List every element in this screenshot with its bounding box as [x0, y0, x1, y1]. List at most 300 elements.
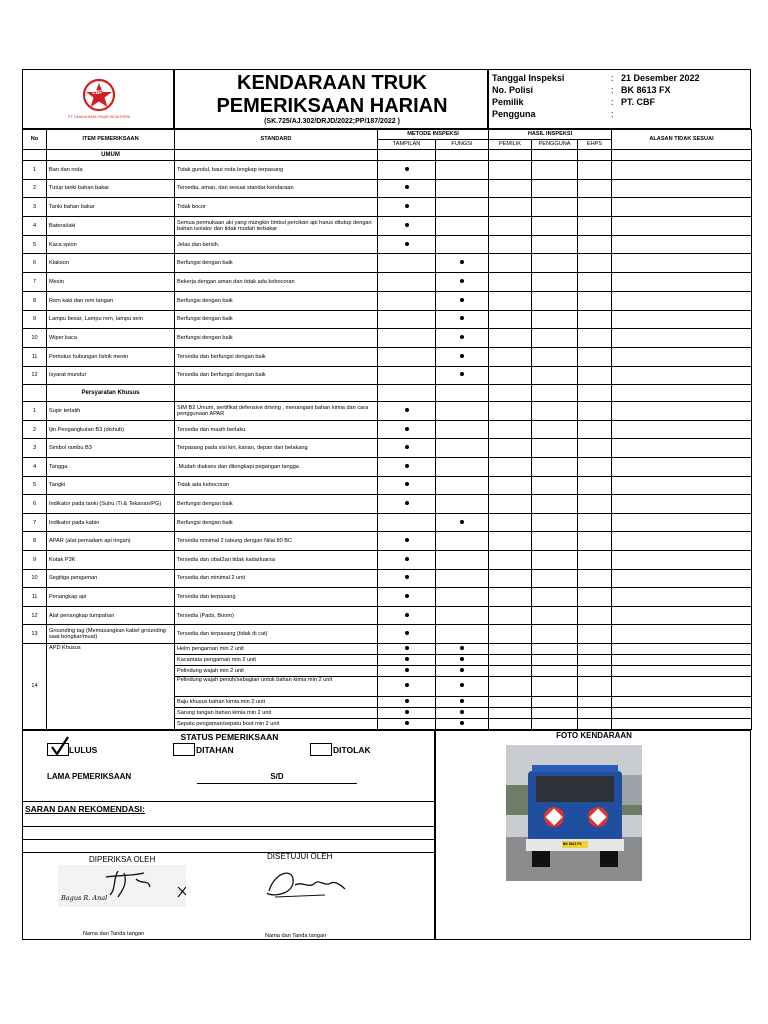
row-item: Tanki bahan bakar: [49, 204, 95, 211]
no-cell: [23, 513, 47, 532]
blank-cell: [436, 385, 489, 402]
result-cell: [532, 291, 578, 310]
fungsi-cell: [436, 310, 489, 329]
tampilan-check-dot: [405, 721, 409, 725]
checked-by-label: DIPERIKSA OLEH: [89, 855, 156, 864]
result-cell: [578, 402, 612, 421]
result-cell: [612, 676, 752, 696]
table-row: [23, 551, 752, 570]
row-number: 13: [31, 631, 38, 638]
tampilan-check-dot: [405, 538, 409, 542]
apd-standard: Pelindung wajah penuh/sebagian untuk bahan kimia min 2 unit: [177, 676, 333, 683]
result-cell: [612, 420, 752, 439]
standard-cell: [175, 696, 378, 707]
tampilan-cell: [378, 217, 436, 236]
info-box: [488, 69, 751, 129]
table-row: [23, 402, 752, 421]
result-cell: [578, 606, 612, 625]
result-cell: [612, 665, 752, 676]
row-standard: Tidak gundul, baut roda lengkap terpasang: [177, 166, 284, 173]
no-cell: [23, 551, 47, 570]
fungsi-check-dot: [460, 710, 464, 714]
no-cell: [23, 254, 47, 273]
fungsi-check-dot: [460, 721, 464, 725]
header-result-sub: [532, 140, 578, 150]
row-item: Baterai/aki: [49, 222, 76, 229]
apd-item: APD Khusus: [49, 644, 81, 651]
item-cell: [47, 551, 175, 570]
tampilan-check-dot: [405, 464, 409, 468]
apd-number: 14: [31, 683, 38, 690]
result-cell: [489, 665, 532, 676]
row-standard: Tersedia dan terpasang: [177, 593, 236, 600]
header-reason: [612, 130, 752, 150]
row-item: Kotak P3K: [49, 556, 76, 563]
row-item: Tangga: [49, 463, 68, 470]
fungsi-check-dot: [460, 699, 464, 703]
result-cell: [532, 217, 578, 236]
row-item: Indikator pada kabin: [49, 519, 100, 526]
result-cell: [489, 347, 532, 366]
result-cell: [532, 254, 578, 273]
table-row: [23, 420, 752, 439]
row-item: Mesin: [49, 278, 64, 285]
standard-cell: [175, 310, 378, 329]
fungsi-check-dot: [460, 260, 464, 264]
table-row: [23, 329, 752, 348]
regulation-reference: (SK.725/AJ.302/DRJD/2022;PP/187/2022 ): [264, 118, 400, 125]
standard-cell: [175, 347, 378, 366]
blank-cell: [23, 385, 47, 402]
tampilan-cell: [378, 235, 436, 254]
result-cell: [612, 273, 752, 292]
standard-cell: [175, 532, 378, 551]
col-method-header: METODE INSPEKSI: [407, 131, 459, 138]
approved-by-label: DISETUJUI OLEH: [267, 852, 333, 861]
standard-cell: [175, 273, 378, 292]
result-cell: [612, 347, 752, 366]
fungsi-check-dot: [460, 683, 464, 687]
tampilan-check-dot: [405, 185, 409, 189]
result-cell: [578, 439, 612, 458]
result-cell: [578, 161, 612, 180]
item-cell: [47, 254, 175, 273]
col-reason-header: ALASAN TIDAK SESUAI: [649, 136, 714, 143]
result-cell: [612, 718, 752, 729]
standard-cell: [175, 551, 378, 570]
row-standard: Tersedia dan terpasang (tidak di cat): [177, 631, 268, 638]
result-cell: [578, 513, 612, 532]
result-cell: [532, 495, 578, 514]
tampilan-check-dot: [405, 646, 409, 650]
result-cell: [578, 476, 612, 495]
result-cell: [532, 347, 578, 366]
table-row: [23, 235, 752, 254]
section-khusus-label: Persyaratan Khusus: [81, 389, 140, 396]
tampilan-check-dot: [405, 631, 409, 635]
table-row: [23, 273, 752, 292]
tampilan-check-dot: [405, 482, 409, 486]
item-cell: [47, 569, 175, 588]
no-cell: [23, 291, 47, 310]
result-cell: [532, 179, 578, 198]
result-cell: [489, 439, 532, 458]
no-cell: [23, 402, 47, 421]
result-cell: [612, 495, 752, 514]
fungsi-cell: [436, 420, 489, 439]
fungsi-cell: [436, 254, 489, 273]
info-value: 21 Desember 2022: [621, 73, 700, 83]
header-item: [47, 130, 175, 150]
standard-cell: [175, 625, 378, 644]
duration-underline: [197, 783, 357, 784]
result-cell: [489, 329, 532, 348]
row-item: Simbol rambu B3: [49, 445, 92, 452]
result-cell: [489, 532, 532, 551]
item-cell: [47, 329, 175, 348]
status-option-checkbox[interactable]: [310, 743, 332, 756]
info-value: BK 8613 FX: [621, 85, 671, 95]
table-row: [23, 198, 752, 217]
row-item: Pemutus hubungan listrik mesin: [49, 353, 129, 360]
fungsi-check-dot: [460, 657, 464, 661]
tampilan-cell: [378, 606, 436, 625]
no-cell: [23, 161, 47, 180]
result-cell: [612, 606, 752, 625]
result-cell: [578, 198, 612, 217]
fungsi-check-dot: [460, 279, 464, 283]
row-number: 4: [32, 222, 37, 229]
tampilan-check-dot: [405, 557, 409, 561]
result-cell: [532, 625, 578, 644]
result-cell: [578, 420, 612, 439]
row-standard: Berfungsi dengan baik: [177, 297, 233, 304]
fungsi-check-dot: [460, 646, 464, 650]
tampilan-check-dot: [405, 501, 409, 505]
result-cell: [532, 551, 578, 570]
result-cell: [612, 291, 752, 310]
result-cell: [612, 310, 752, 329]
result-cell: [532, 654, 578, 665]
item-cell: [47, 458, 175, 477]
result-cell: [612, 643, 752, 654]
item-cell: [47, 625, 175, 644]
row-standard: Tersedia (Pads, Boom): [177, 612, 234, 619]
tampilan-cell: [378, 458, 436, 477]
no-cell: [23, 588, 47, 607]
result-cell: [612, 217, 752, 236]
tampilan-check-dot: [405, 204, 409, 208]
row-number: 9: [32, 556, 37, 563]
item-cell: [47, 366, 175, 385]
checker-caption: Nama dan Tanda tangan: [83, 931, 145, 937]
result-cell: [532, 665, 578, 676]
result-cell: [578, 625, 612, 644]
no-cell: [23, 569, 47, 588]
item-cell: [47, 179, 175, 198]
no-cell: [23, 310, 47, 329]
no-cell: [23, 420, 47, 439]
result-cell: [532, 513, 578, 532]
fungsi-check-dot: [460, 335, 464, 339]
fungsi-cell: [436, 198, 489, 217]
tampilan-check-dot: [405, 710, 409, 714]
row-standard: Semua permukaan aki yang mungkin timbul percikan api harus ditutup dengan bahan isolator dan tidak mudah terbakar: [177, 219, 372, 232]
result-cell: [489, 235, 532, 254]
row-item: Isyarat mundur: [49, 372, 87, 379]
row-number: 9: [32, 316, 37, 323]
result-cell: [578, 676, 612, 696]
blank-cell: [489, 150, 532, 161]
table-row: [23, 439, 752, 458]
result-cell: [532, 532, 578, 551]
info-value: PT. CBF: [621, 97, 656, 107]
blank-cell: [489, 385, 532, 402]
result-cell: [489, 495, 532, 514]
row-number: 1: [32, 407, 37, 414]
item-cell: [47, 606, 175, 625]
result-cell: [489, 476, 532, 495]
result-sub-header: EHPS: [586, 141, 603, 148]
result-cell: [612, 366, 752, 385]
item-cell: [47, 310, 175, 329]
method-sub-header: TAMPILAN: [392, 141, 421, 148]
section-cell: [47, 385, 175, 402]
saran-label: SARAN DAN REKOMENDASI:: [25, 804, 145, 814]
row-item: Grounding tag (Memasangkan kabel grounding saat bongkar/muat): [49, 628, 166, 641]
fungsi-cell: [436, 217, 489, 236]
tampilan-cell: [378, 551, 436, 570]
document-title-line2: PEMERIKSAAN HARIAN: [216, 95, 448, 117]
fungsi-cell: [436, 329, 489, 348]
table-row: [23, 476, 752, 495]
row-standard: Berfungsi dengan baik: [177, 316, 233, 323]
row-standard: Jelas dan bersih.: [177, 241, 220, 248]
apd-standard: Kacamata pengaman min 2 unit: [177, 656, 256, 663]
tampilan-cell: [378, 273, 436, 292]
result-cell: [578, 366, 612, 385]
tampilan-check-dot: [405, 427, 409, 431]
standard-cell: [175, 291, 378, 310]
result-cell: [489, 179, 532, 198]
result-cell: [532, 696, 578, 707]
tampilan-cell: [378, 532, 436, 551]
result-cell: [578, 291, 612, 310]
info-colon: :: [611, 85, 614, 95]
info-colon: :: [611, 109, 614, 119]
result-cell: [532, 273, 578, 292]
result-cell: [532, 476, 578, 495]
apd-standard: Helm pengaman min 2 unit: [177, 645, 244, 652]
tampilan-check-dot: [405, 242, 409, 246]
divider: [23, 852, 436, 853]
row-number: 4: [32, 463, 37, 470]
result-cell: [578, 310, 612, 329]
divider: [23, 839, 436, 840]
approver-signature-icon: [255, 863, 353, 903]
result-cell: [489, 402, 532, 421]
row-number: 6: [32, 260, 37, 267]
row-number: 2: [32, 185, 37, 192]
apd-standard: Sarung tangan bahan kimia min 2 unit: [177, 709, 272, 716]
result-cell: [578, 235, 612, 254]
tampilan-check-dot: [405, 408, 409, 412]
tampilan-cell: [378, 718, 436, 729]
fungsi-cell: [436, 588, 489, 607]
no-cell: [23, 235, 47, 254]
tampilan-cell: [378, 347, 436, 366]
result-cell: [578, 347, 612, 366]
standard-cell: [175, 588, 378, 607]
row-standard: Tersedia, aman, dan sesuai standar kendaraan: [177, 185, 294, 192]
item-cell: [47, 643, 175, 729]
fungsi-cell: [436, 402, 489, 421]
row-number: 12: [31, 612, 38, 619]
info-label: No. Polisi: [492, 85, 534, 95]
result-cell: [489, 588, 532, 607]
logo-letters: CBF: [92, 90, 103, 96]
logo-box: [22, 69, 174, 129]
result-cell: [578, 329, 612, 348]
row-standard: Bekerja dengan aman dan tidak ada kebocoran: [177, 278, 295, 285]
blank-cell: [436, 150, 489, 161]
title-box: [174, 69, 488, 129]
tampilan-cell: [378, 179, 436, 198]
tampilan-check-dot: [405, 613, 409, 617]
result-cell: [489, 198, 532, 217]
checker-handwriting: Bagus R. Anal: [61, 894, 108, 902]
status-option-label: LULUS: [69, 745, 98, 755]
result-cell: [612, 696, 752, 707]
row-standard: Terpasang pada sisi kiri, kanan, depan dan belakang: [177, 445, 308, 452]
row-item: Ijin Pengangkutan B3 (dishub): [49, 426, 124, 433]
header-method-sub: [436, 140, 489, 150]
item-cell: [47, 347, 175, 366]
header-method: [378, 130, 489, 140]
row-standard: Berfungsi dengan baik: [177, 519, 233, 526]
row-item: Wiper kaca: [49, 334, 77, 341]
result-cell: [532, 439, 578, 458]
result-cell: [612, 532, 752, 551]
tampilan-cell: [378, 254, 436, 273]
table-row: [23, 458, 752, 477]
table-row: [23, 217, 752, 236]
result-cell: [532, 310, 578, 329]
tampilan-cell: [378, 707, 436, 718]
blank-cell: [23, 150, 47, 161]
no-cell: [23, 179, 47, 198]
tampilan-cell: [378, 198, 436, 217]
item-cell: [47, 495, 175, 514]
item-cell: [47, 439, 175, 458]
item-cell: [47, 273, 175, 292]
fungsi-cell: [436, 291, 489, 310]
photo-plate-text: BK 8613 FX: [563, 842, 582, 846]
tampilan-check-dot: [405, 668, 409, 672]
blank-cell: [612, 385, 752, 402]
fungsi-cell: [436, 458, 489, 477]
fungsi-cell: [436, 665, 489, 676]
tampilan-check-dot: [405, 575, 409, 579]
result-cell: [489, 254, 532, 273]
standard-cell: [175, 179, 378, 198]
fungsi-cell: [436, 366, 489, 385]
table-row: [23, 291, 752, 310]
result-cell: [489, 606, 532, 625]
result-cell: [612, 513, 752, 532]
result-cell: [578, 718, 612, 729]
standard-cell: [175, 402, 378, 421]
result-cell: [489, 707, 532, 718]
fungsi-check-dot: [460, 354, 464, 358]
fungsi-cell: [436, 707, 489, 718]
tampilan-cell: [378, 291, 436, 310]
row-number: 8: [32, 297, 37, 304]
duration-value: S/D: [270, 772, 284, 781]
col-standard-header: STANDARD: [260, 136, 292, 143]
header-result-sub: [578, 140, 612, 150]
tampilan-check-dot: [405, 699, 409, 703]
standard-cell: [175, 329, 378, 348]
table-row: [23, 588, 752, 607]
result-cell: [612, 235, 752, 254]
header-result: [489, 130, 612, 140]
blank-cell: [175, 385, 378, 402]
standard-cell: [175, 420, 378, 439]
no-cell: [23, 329, 47, 348]
row-item: Ban dan roda: [49, 166, 83, 173]
standard-cell: [175, 665, 378, 676]
fungsi-cell: [436, 347, 489, 366]
standard-cell: [175, 513, 378, 532]
result-cell: [578, 495, 612, 514]
result-cell: [578, 707, 612, 718]
row-number: 3: [32, 445, 37, 452]
result-cell: [532, 420, 578, 439]
status-title: STATUS PEMERIKSAAN: [180, 732, 279, 742]
photo-title: FOTO KENDARAAN: [556, 731, 632, 740]
fungsi-cell: [436, 513, 489, 532]
result-cell: [532, 588, 578, 607]
result-cell: [489, 718, 532, 729]
item-cell: [47, 217, 175, 236]
fungsi-cell: [436, 718, 489, 729]
status-option-checkbox[interactable]: [173, 743, 195, 756]
blank-cell: [378, 385, 436, 402]
result-cell: [612, 707, 752, 718]
tampilan-cell: [378, 513, 436, 532]
table-row: [23, 161, 752, 180]
fungsi-cell: [436, 676, 489, 696]
table-row: [23, 495, 752, 514]
section-umum-label: UMUM: [101, 151, 120, 158]
no-cell: [23, 198, 47, 217]
row-standard: Tidak ada kebocoran: [177, 482, 230, 489]
result-cell: [578, 532, 612, 551]
inspection-table: [22, 129, 752, 730]
no-cell: [23, 606, 47, 625]
result-cell: [489, 513, 532, 532]
fungsi-cell: [436, 625, 489, 644]
result-cell: [532, 676, 578, 696]
result-cell: [532, 198, 578, 217]
row-standard: Tersedia dan minimal 2 unit: [177, 575, 246, 582]
no-cell: [23, 625, 47, 644]
fungsi-check-dot: [460, 372, 464, 376]
result-cell: [489, 161, 532, 180]
tampilan-cell: [378, 420, 436, 439]
col-item-header: ITEM PEMERIKSAAN: [82, 136, 139, 143]
